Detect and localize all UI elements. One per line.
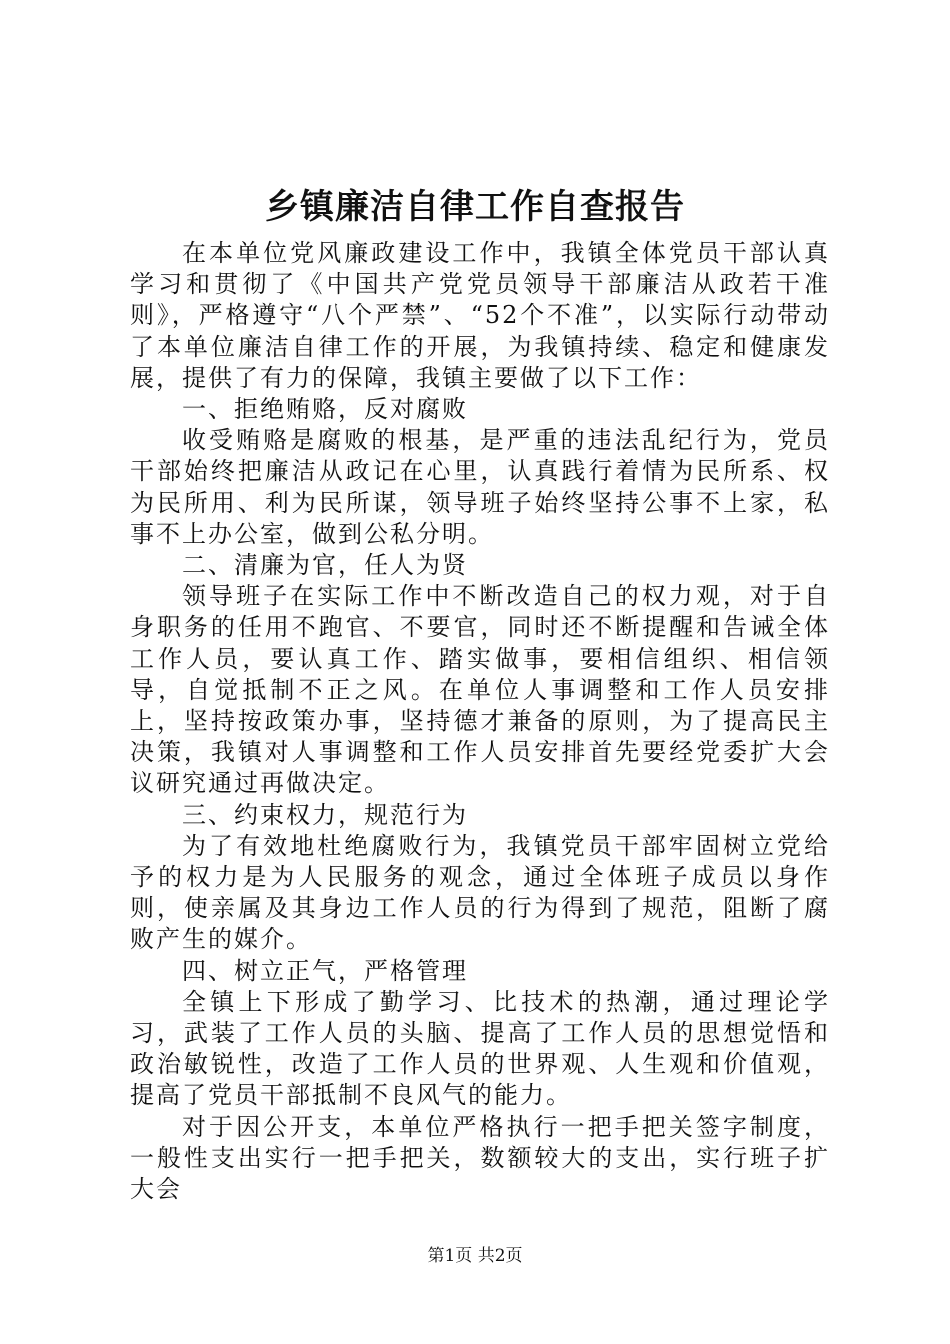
paragraph-section-3: 为了有效地杜绝腐败行为，我镇党员干部牢固树立党给予的权力是为人民服务的观念，通过全体班子成员以身作则，使亲属及其身边工作人员的行为得到了规范，阻断了腐败产生的媒介。: [130, 831, 830, 954]
document-body: [130, 238, 830, 1205]
section-heading-2: 二、清廉为官，任人为贤: [182, 551, 468, 580]
section-heading-3: 三、约束权力，规范行为: [182, 800, 468, 829]
paragraph-section-4: 全镇上下形成了勤学习、比技术的热潮，通过理论学习，武装了工作人员的头脑、提高了工作人员的思想觉悟和政治敏锐性，改造了工作人员的世界观、人生观和价值观，提高了党员干部抵制不良风气的能力。: [130, 987, 830, 1110]
section-heading-1: 一、拒绝贿赂，反对腐败: [182, 395, 468, 424]
document-title: 乡镇廉洁自律工作自查报告: [265, 187, 685, 227]
paragraph-expenses: 对于因公开支，本单位严格执行一把手把关签字制度，一般性支出实行一把手把关，数额较大的支出，实行班子扩大会: [130, 1112, 830, 1204]
page-indicator: 第1页 共2页: [427, 1246, 523, 1266]
paragraph-section-1: 收受贿赂是腐败的根基，是严重的违法乱纪行为，党员干部始终把廉洁从政记在心里，认真践行着情为民所系、权为民所用、利为民所谋，领导班子始终坚持公事不上家，私事不上办公室，做到公私分明。: [130, 426, 830, 548]
section-heading-4: 四、树立正气，严格管理: [182, 956, 468, 985]
paragraph-intro: 在本单位党风廉政建设工作中，我镇全体党员干部认真学习和贯彻了《中国共产党党员领导干部廉洁从政若干准则》，严格遵守“八个严禁”、“52个不准”，以实际行动带动了本单位廉洁自律工作的开展，为我镇持续、稳定和健康发展，提供了有力的保障，我镇主要做了以下工作：: [130, 239, 830, 392]
paragraph-section-2: 领导班子在实际工作中不断改造自己的权力观，对于自身职务的任用不跑官、不要官，同时还不断提醒和告诫全体工作人员，要认真工作、踏实做事，要相信组织、相信领导，自觉抵制不正之风。在单位人事调整和工作人员安排上，坚持按政策办事，坚持德才兼备的原则，为了提高民主决策，我镇对人事调整和工作人员安排首先要经党委扩大会议研究通过再做决定。: [130, 582, 830, 798]
